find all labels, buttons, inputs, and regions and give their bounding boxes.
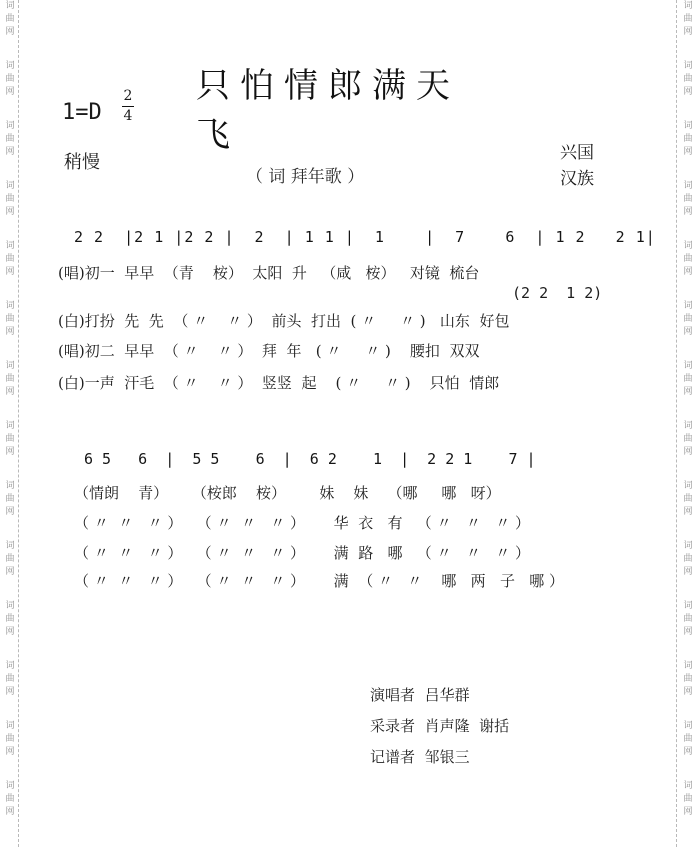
tempo-marking: 稍慢 (64, 152, 100, 173)
watermark-mark: 词 曲 网 (5, 721, 15, 757)
watermark-mark: 词 曲 网 (683, 601, 693, 637)
origin-region: 兴国 (560, 143, 594, 163)
credits-block (370, 680, 509, 773)
credit-names: 肖声隆 谢括 (424, 717, 510, 735)
watermark-mark: 词 曲 网 (5, 121, 15, 157)
watermark-mark: 词 曲 网 (5, 541, 15, 577)
watermark-mark: 词 曲 网 (5, 421, 15, 457)
credit-singer (370, 680, 509, 711)
watermark-mark: 词 曲 网 (683, 661, 693, 697)
watermark-mark: 词 曲 网 (683, 361, 693, 397)
watermark-mark: 词 曲 网 (683, 421, 693, 457)
watermark-mark: 词 曲 网 (683, 721, 693, 757)
watermark-mark: 词 曲 网 (683, 1, 693, 37)
watermark-mark: 词 曲 网 (683, 481, 693, 517)
system1-lyric-1: (唱)初一 早早 （青 桉） 太阳 升 （咸 桉） 对镜 梳台 (58, 264, 480, 282)
time-divider (122, 106, 134, 107)
watermark-mark: 词 曲 网 (683, 301, 693, 337)
left-border (18, 0, 31, 847)
song-title: 只怕情郎满天飞 (196, 66, 460, 155)
watermark-mark: 词 曲 网 (5, 301, 15, 337)
system1-tail-notes: (2 2 1 2) (512, 284, 603, 302)
credit-role: 记谱者 (370, 748, 416, 766)
key-signature: 1=D (62, 100, 102, 125)
credit-names: 邹银三 (424, 748, 470, 766)
system1-lyric-2: (白)打扮 先 先 （ 〃 〃 ） 前头 打出 ( 〃 〃 ) 山东 好包 (58, 312, 510, 330)
watermark-mark: 词 曲 网 (5, 61, 15, 97)
watermark-mark: 词 曲 网 (5, 781, 15, 817)
system2-lyric-4: （ 〃 〃 〃 ） （ 〃 〃 〃 ） 满 （ 〃 〃 哪 两 子 哪 ） (74, 572, 565, 590)
system2-lyric-3: （ 〃 〃 〃 ） （ 〃 〃 〃 ） 满 路 哪 （ 〃 〃 〃 ） (74, 544, 530, 562)
system1-lyric-3: (唱)初二 早早 （ 〃 〃 ） 拜 年 ( 〃 〃 ) 腰扣 双双 (58, 342, 480, 360)
watermark-mark: 词 曲 网 (5, 481, 15, 517)
watermark-mark: 词 曲 网 (5, 361, 15, 397)
watermark-mark: 词 曲 网 (5, 181, 15, 217)
watermark-mark: 词 曲 网 (5, 601, 15, 637)
watermark-mark: 词 曲 网 (5, 661, 15, 697)
credit-recorder (370, 711, 509, 742)
credit-transcriber (370, 742, 509, 773)
time-bottom: 4 (123, 108, 133, 124)
watermark-mark: 词 曲 网 (683, 781, 693, 817)
watermark-mark: 词 曲 网 (683, 541, 693, 577)
watermark-mark: 词 曲 网 (683, 121, 693, 157)
system2-lyric-2: （ 〃 〃 〃 ） （ 〃 〃 〃 ） 华 衣 有 （ 〃 〃 〃 ） (74, 514, 530, 532)
watermark-mark: 词 曲 网 (5, 1, 15, 37)
time-top: 2 (123, 88, 133, 104)
watermark-mark: 词 曲 网 (683, 241, 693, 277)
system2-lyric-1: （情朗 青） （桉郎 桉） 妹 妹 （哪 哪 呀） (74, 484, 501, 502)
watermark-mark: 词 曲 网 (5, 241, 15, 277)
system1-notes: 2 2 |2 1 |2 2 | 2 | 1 1 | 1 | 7 6 | 1 2 2 1| (74, 228, 656, 246)
song-subtitle: （ 词 拜年歌 ） (246, 167, 365, 187)
watermark-mark: 词 曲 网 (683, 61, 693, 97)
credit-role: 演唱者 (370, 686, 416, 704)
credit-role: 采录者 (370, 717, 416, 735)
origin-ethnicity: 汉族 (560, 169, 594, 189)
credit-names: 吕华群 (424, 686, 470, 704)
watermark-mark: 词 曲 网 (683, 181, 693, 217)
time-signature (122, 88, 134, 125)
origin-label (560, 140, 594, 192)
system1-lyric-4: (白)一声 汗毛 （ 〃 〃 ） 竖竖 起 ( 〃 〃 ) 只怕 情郎 (58, 374, 500, 392)
system2-notes: 6 5 6 | 5 5 6 | 6 2 1 | 2 2 1 7 | (84, 450, 536, 468)
